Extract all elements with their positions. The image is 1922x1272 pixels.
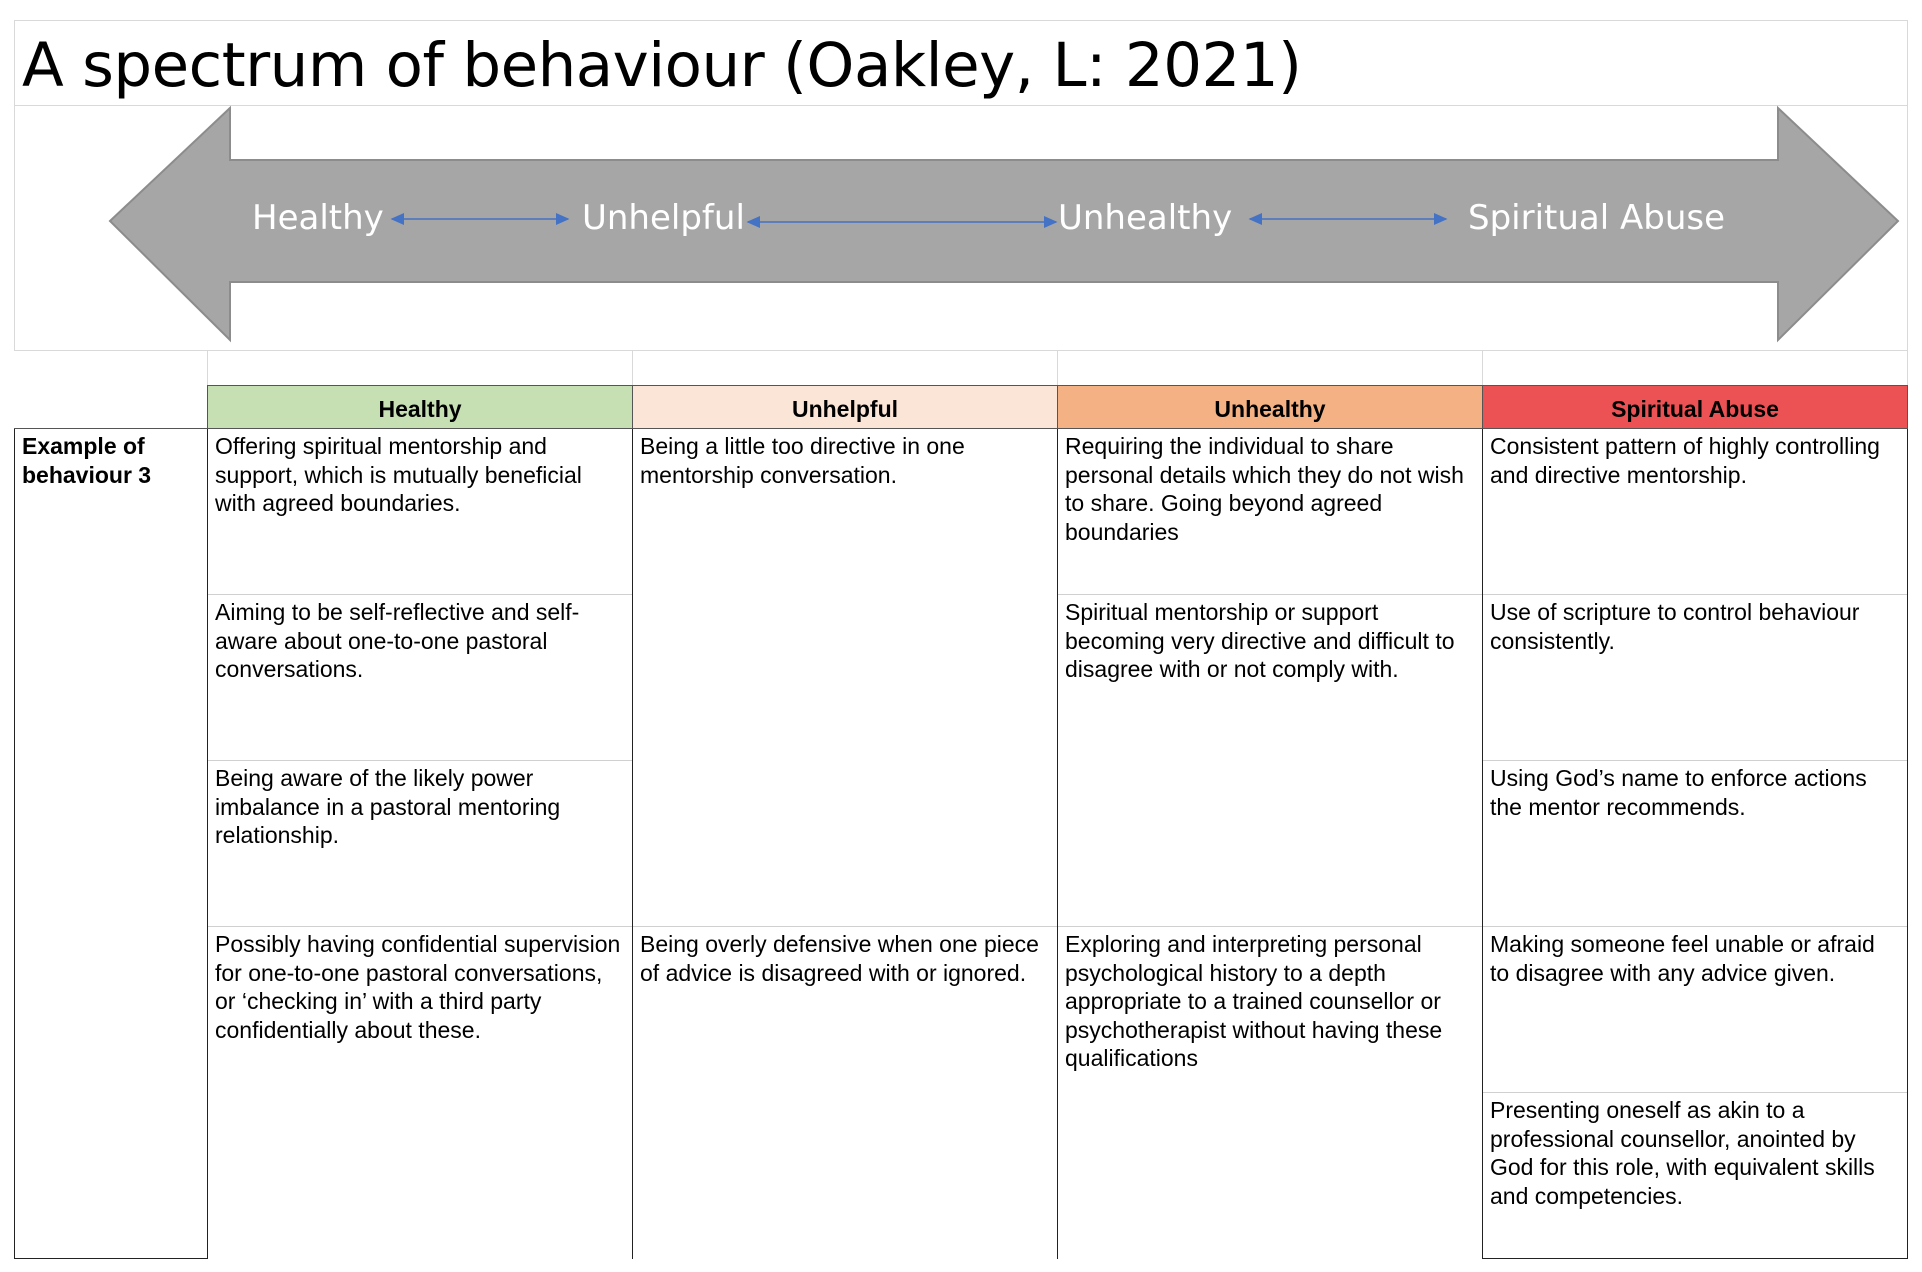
cell-unhealthy: Exploring and interpreting personal psychological history to a depth appropriate to a trained counsellor or psychotherapist without having these qualifications [1058, 927, 1483, 1259]
cell-unhelpful: Being a little too directive in one mentorship conversation. [633, 429, 1058, 927]
arrow-label-healthy: Healthy [252, 198, 384, 238]
spectrum-arrow [0, 0, 1922, 360]
cell-unhealthy: Requiring the individual to share personal details which they do not wish to share. Going beyond agreed boundaries [1058, 429, 1483, 595]
cell-healthy: Possibly having confidential supervision for one-to-one pastoral conversations, or ‘checking in’ with a third party confidentially about these. [208, 927, 633, 1259]
cell-healthy: Offering spiritual mentorship and support, which is mutually beneficial with agreed boundaries. [208, 429, 633, 595]
arrow-label-spiritual-abuse: Spiritual Abuse [1468, 198, 1726, 238]
header-healthy: Healthy [208, 386, 633, 429]
table-row [15, 927, 1908, 1093]
cell-spiritual-abuse: Use of scripture to control behaviour consistently. [1483, 595, 1908, 761]
cell-unhelpful: Being overly defensive when one piece of advice is disagreed with or ignored. [633, 927, 1058, 1259]
header-blank-cell [15, 386, 208, 429]
row-label: Example of behaviour 3 [15, 429, 208, 1259]
header-unhelpful: Unhelpful [633, 386, 1058, 429]
cell-healthy: Being aware of the likely power imbalance in a pastoral mentoring relationship. [208, 761, 633, 927]
cell-healthy: Aiming to be self-reflective and self-aware about one-to-one pastoral conversations. [208, 595, 633, 761]
header-unhealthy: Unhealthy [1058, 386, 1483, 429]
arrow-label-unhealthy: Unhealthy [1058, 198, 1233, 238]
cell-spiritual-abuse: Consistent pattern of highly controlling and directive mentorship. [1483, 429, 1908, 595]
page-title: A spectrum of behaviour (Oakley, L: 2021) [22, 30, 1302, 101]
cell-spiritual-abuse: Presenting oneself as akin to a professional counsellor, anointed by God for this role, with equivalent skills and competencies. [1483, 1093, 1908, 1259]
cell-unhealthy: Spiritual mentorship or support becoming very directive and difficult to disagree with or not comply with. [1058, 595, 1483, 927]
arrow-label-unhelpful: Unhelpful [582, 198, 745, 238]
cell-spiritual-abuse: Making someone feel unable or afraid to disagree with any advice given. [1483, 927, 1908, 1093]
spectrum-table [14, 385, 1908, 1259]
cell-spiritual-abuse: Using God’s name to enforce actions the mentor recommends. [1483, 761, 1908, 927]
header-spiritual-abuse: Spiritual Abuse [1483, 386, 1908, 429]
table-row [15, 429, 1908, 595]
header-row [15, 386, 1908, 429]
